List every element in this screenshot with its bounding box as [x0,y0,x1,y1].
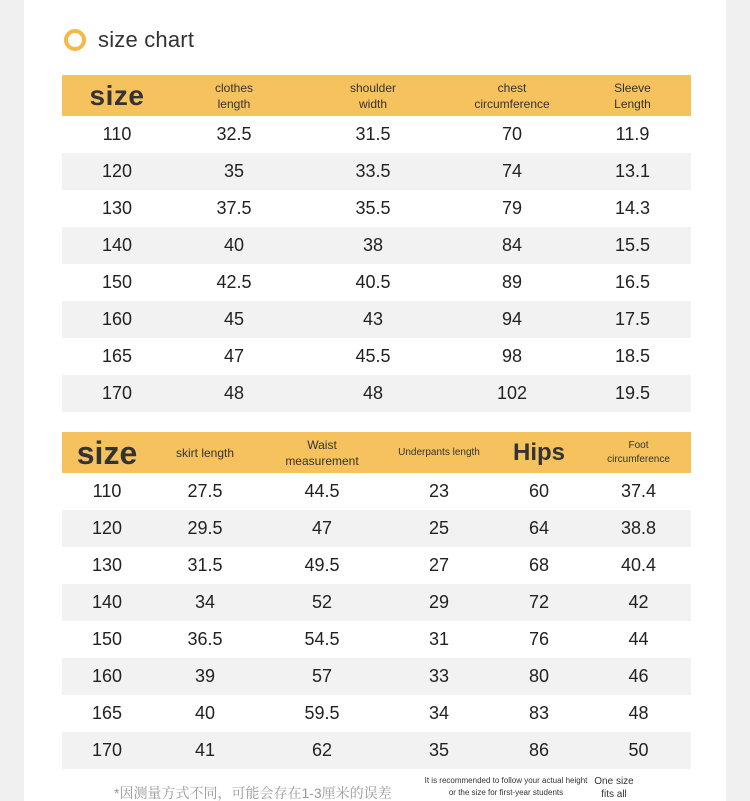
bottom-table-row [62,621,691,658]
top-table-cell: 45.5 [355,346,391,366]
top-table-cell: 43 [296,301,450,338]
top-table-cell: 110 [102,124,132,144]
top-table-cell: 150 [101,272,133,292]
bottom-table-row [62,510,691,547]
bottom-table-cell: 150 [91,629,123,649]
bottom-table-cell: 33 [386,658,492,695]
top-table-cell: 18.5 [614,346,651,366]
bottom-table-cell: 76 [528,629,550,649]
bottom-table-cell: 34 [152,584,258,621]
top-table-cell: 45 [172,301,296,338]
bottom-table-cell: 36.5 [187,629,223,649]
top-table-cell: 32.5 [216,124,252,144]
top-table-cell: 13.1 [574,153,691,190]
top-table-cell: 102 [450,375,574,412]
top-table-row [62,301,691,338]
top-table-cell: 70 [501,124,523,144]
bottom-table-cell: 86 [492,732,586,769]
top-table-cell: 140 [62,227,172,264]
title-row [64,24,194,56]
top-table-cell: 40.5 [355,272,391,292]
bottom-table-cell: 42 [586,584,691,621]
top-table-cell: 89 [501,272,523,292]
bottom-size-table [62,432,691,769]
bottom-table-cell: 52 [258,584,386,621]
top-table-cell: 19.5 [574,375,691,412]
bottom-table-cell: 54.5 [304,629,340,649]
bottom-table-cell: 62 [258,732,386,769]
bottom-table-cell: 29.5 [152,510,258,547]
top-table-cell: 37.5 [216,198,252,218]
bottom-table-cell: 31 [428,629,450,649]
bottom-table-cell: 130 [91,555,123,575]
bottom-table-row [62,584,691,621]
top-table-cell: 35 [172,153,296,190]
bottom-table-cell: 80 [492,658,586,695]
top-table-cell: 165 [101,346,133,366]
bottom-table-cell: 160 [62,658,152,695]
bottom-table-cell: 68 [528,555,550,575]
bottom-table-row [62,732,691,769]
top-table-cell: 31.5 [355,124,391,144]
one-size-note: One size fits all [588,775,640,801]
top-table-cell: 14.3 [614,198,651,218]
bottom-table-cell: 48 [628,703,649,723]
top-table-cell: 16.5 [614,272,651,292]
top-table-cell: 40 [172,227,296,264]
bottom-table-cell: 37.4 [620,481,657,501]
header-foot-circumference: Foot circumference [586,432,691,473]
bottom-table-cell: 110 [92,481,122,501]
bottom-table-cell: 120 [62,510,152,547]
size-recommendation-note: It is recommended to follow your actual height or the size for first-year students [424,776,588,797]
bottom-table-cell: 140 [62,584,152,621]
measurement-footnote: *因测量方式不同，可能会存在1-3厘米的误差 [114,785,392,801]
top-table-row [62,190,691,227]
bottom-table-cell: 23 [428,481,450,501]
header-size: size [62,75,172,116]
header-size-2: size [62,432,152,473]
top-table-row [62,116,691,153]
bottom-table-cell: 27.5 [187,481,223,501]
header-shoulder-width: shoulder width [296,75,450,116]
top-table-row [62,227,691,264]
top-table-cell: 15.5 [574,227,691,264]
circle-ring-icon [64,29,86,51]
page-title: size chart [98,27,195,52]
top-table-cell: 33.5 [296,153,450,190]
bottom-table-row [62,473,691,510]
bottom-table-cell: 31.5 [187,555,223,575]
bottom-table-header-row [62,432,691,473]
top-table-cell: 42.5 [216,272,252,292]
bottom-table-cell: 57 [258,658,386,695]
bottom-table-cell: 59.5 [304,703,340,723]
bottom-table-row [62,547,691,584]
size-chart-page [24,0,726,801]
bottom-table-cell: 83 [528,703,550,723]
bottom-table-cell: 34 [428,703,450,723]
top-table-cell: 94 [450,301,574,338]
bottom-table-cell: 27 [428,555,450,575]
header-chest-circumference: chest circumference [450,75,574,116]
bottom-table-cell: 40.4 [620,555,657,575]
bottom-table-cell: 64 [492,510,586,547]
top-table-cell: 98 [501,346,523,366]
top-table-cell: 48 [172,375,296,412]
top-table-cell: 17.5 [574,301,691,338]
header-underpants-length: Underpants length [386,432,492,473]
top-table-header-row [62,75,691,116]
header-skirt-length: skirt length [152,432,258,473]
top-table-cell: 170 [62,375,172,412]
bottom-table-cell: 38.8 [586,510,691,547]
top-table-cell: 74 [450,153,574,190]
bottom-table-row [62,658,691,695]
bottom-table-cell: 72 [492,584,586,621]
bottom-table-cell: 165 [91,703,123,723]
bottom-table-cell: 44 [628,629,649,649]
bottom-table-cell: 60 [528,481,550,501]
bottom-table-cell: 25 [386,510,492,547]
top-table-cell: 79 [501,198,523,218]
top-table-cell: 35.5 [355,198,391,218]
top-table-cell: 48 [296,375,450,412]
bottom-table-cell: 170 [62,732,152,769]
header-hips: Hips [492,432,586,473]
bottom-table-cell: 29 [386,584,492,621]
bottom-table-cell: 39 [152,658,258,695]
bottom-table-cell: 50 [586,732,691,769]
top-table-cell: 160 [62,301,172,338]
bottom-table-cell: 47 [258,510,386,547]
top-table-row [62,153,691,190]
top-table-cell: 47 [223,346,245,366]
bottom-table-cell: 49.5 [304,555,340,575]
top-table-cell: 11.9 [615,124,650,144]
bottom-table-cell: 41 [152,732,258,769]
top-table-cell: 130 [101,198,133,218]
header-waist-measurement: Waist measurement [258,432,386,473]
top-table-cell: 38 [296,227,450,264]
bottom-table-row [62,695,691,732]
header-sleeve-length: Sleeve Length [574,75,691,116]
top-table-row [62,264,691,301]
top-size-table [62,75,691,412]
bottom-table-cell: 46 [586,658,691,695]
bottom-table-cell: 40 [194,703,216,723]
header-clothes-length: clothes length [172,75,296,116]
top-table-row [62,375,691,412]
bottom-table-cell: 35 [386,732,492,769]
top-table-cell: 120 [62,153,172,190]
top-table-row [62,338,691,375]
top-table-cell: 84 [450,227,574,264]
bottom-table-cell: 44.5 [304,481,340,501]
